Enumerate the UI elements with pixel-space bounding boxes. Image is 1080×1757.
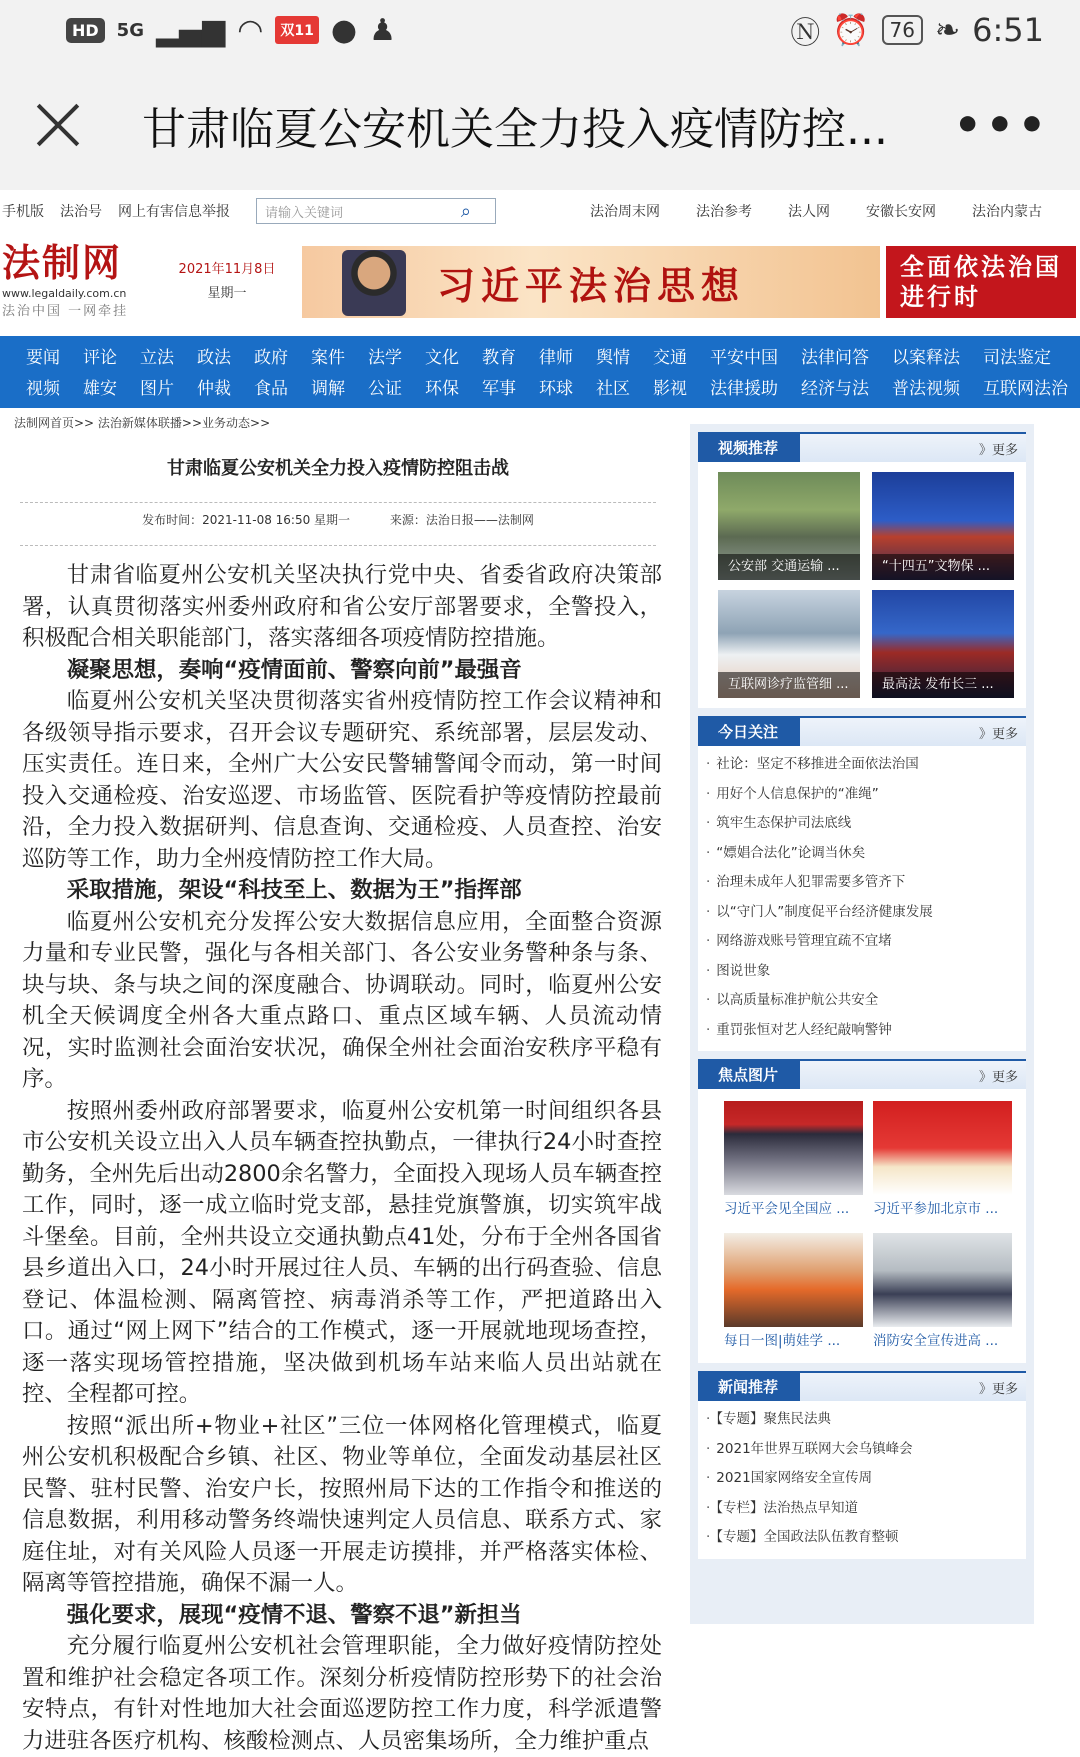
nav-item[interactable]: 仲裁 — [197, 379, 231, 399]
section-heading: 采取措施，架设“科技至上、数据为王”指挥部 — [66, 877, 522, 903]
nav-item[interactable]: 图片 — [140, 379, 174, 399]
breadcrumb[interactable]: 法制网首页>> 法治新媒体联播>>业务动态>> — [14, 416, 271, 430]
sidebar — [690, 424, 1034, 1624]
partner-link[interactable]: 法治参考 — [696, 204, 752, 220]
photo-item[interactable]: 习近平会见全国应 ... — [724, 1101, 863, 1223]
nav-item[interactable]: 经济与法 — [801, 379, 869, 399]
nav-item[interactable]: 政府 — [254, 348, 288, 368]
paragraph: 临夏州公安机充分发挥公安大数据信息应用，全面整合资源力量和专业民警，强化与各相关部门、各公安业务警种条与条、块与块、条与块之间的深度融合、协调联动。同时，临夏州公安机全天候调度全州各大重点路口、重点区域车辆、人员流动情况，实时监测社会面治安状况，确保全州社会面治安秩序平稳有序。 — [22, 908, 662, 1092]
paragraph: 临夏州公安机关坚决贯彻落实省州疫情防控工作会议精神和各级领导指示要求，召开会议专题研究、系统部署，层层发动、压实责任。连日来，全州广大公安民警辅警闻令而动，第一时间投入交通检疫、治安巡逻、市场监管、医院看护等疫情防控最前沿，全力投入数据研判、信息查询、交通检疫、人员查控、治安巡防等工作，助力全州疫情防控工作大局。 — [22, 688, 662, 872]
news-list — [698, 1401, 1026, 1559]
site-logo[interactable]: 法制网 www.legaldaily.com.cn 法治中国 一网牵挂 — [2, 240, 129, 319]
list-item[interactable]: · 2021国家网络安全宣传周 — [706, 1464, 1026, 1494]
nav-item[interactable]: 法律问答 — [801, 348, 869, 368]
nav-item[interactable]: 视频 — [26, 379, 60, 399]
partner-link[interactable]: 法治内蒙古 — [972, 204, 1042, 220]
list-item[interactable]: · 以高质量标准护航公共安全 — [706, 986, 1026, 1016]
search-icon[interactable]: ⌕ — [460, 200, 471, 222]
nav-item[interactable]: 法学 — [368, 348, 402, 368]
nav-item[interactable]: 公证 — [368, 379, 402, 399]
shop-app-icon: 双11 — [275, 16, 318, 44]
search-placeholder: 请输入关键词 — [265, 205, 344, 221]
list-item[interactable]: · 【专栏】法治热点早知道 — [706, 1494, 1026, 1524]
nav-item[interactable]: 平安中国 — [710, 348, 778, 368]
status-bar — [0, 0, 1080, 60]
fazhihao-link[interactable]: 法治号 — [60, 204, 102, 220]
video-thumb[interactable]: “十四五”文物保 ... — [872, 472, 1014, 580]
list-item[interactable]: · 【专题】聚焦民法典 — [706, 1405, 1026, 1435]
article-title: 甘肃临夏公安机关全力投入疫情防控阻击战 — [167, 458, 509, 479]
main-nav — [0, 336, 1080, 408]
box-title: 焦点图片 — [698, 1061, 800, 1089]
mobile-link[interactable]: 手机版 — [2, 204, 44, 220]
article-body — [0, 546, 676, 1757]
list-item[interactable]: · 筑牢生态保护司法底线 — [706, 809, 1026, 839]
qq-icon: ♟ — [369, 12, 396, 48]
photo-item[interactable]: 每日一图|萌娃学 ... — [724, 1233, 863, 1355]
nav-item[interactable]: 食品 — [254, 379, 288, 399]
nav-item[interactable]: 交通 — [653, 348, 687, 368]
nav-item[interactable]: 教育 — [482, 348, 516, 368]
video-thumb[interactable]: 最高法 发布长三 ... — [872, 590, 1014, 698]
video-thumb[interactable]: 公安部 交通运输 ... — [718, 472, 860, 580]
photo-image — [724, 1101, 863, 1195]
nav-row — [26, 371, 1080, 402]
nav-item[interactable]: 以案释法 — [892, 348, 960, 368]
article-source: 来源：法治日报——法制网 — [389, 513, 534, 527]
photo-image — [873, 1233, 1012, 1327]
clock: 6:51 — [972, 11, 1044, 49]
list-item[interactable]: · “嫖娼合法化”论调当休矣 — [706, 839, 1026, 869]
nav-item[interactable]: 舆情 — [596, 348, 630, 368]
nav-item[interactable]: 律师 — [539, 348, 573, 368]
search-input[interactable] — [256, 198, 496, 224]
nav-item[interactable]: 案件 — [311, 348, 345, 368]
paragraph: 甘肃省临夏州公安机关坚决执行党中央、省委省政府决策部署，认真贯彻落实州委州政府和省公安厅部署要求，全警投入，积极配合相关职能部门，落实落细各项疫情防控措施。 — [22, 562, 662, 651]
list-item[interactable]: · 【专题】全国政法队伍教育整顿 — [706, 1523, 1026, 1553]
section-heading: 强化要求，展现“疫情不退、警察不退”新担当 — [66, 1601, 522, 1628]
nav-item[interactable]: 社区 — [596, 379, 630, 399]
paragraph: 充分履行临夏州公安机社会管理职能，全力做好疫情防控处置和维护社会稳定各项工作。深刻分析疫情防控形势下的社会治安特点，有针对性地加大社会面巡逻防控工作力度，科学派遣警力进驻各医疗机构、核酸检测点、人员密集场所，全力维护重点 — [22, 1633, 662, 1754]
page-title: 甘肃临夏公安机关全力投入疫情防控... — [142, 104, 888, 155]
nav-item[interactable]: 要闻 — [26, 348, 60, 368]
nav-item[interactable]: 普法视频 — [892, 379, 960, 399]
close-icon[interactable] — [34, 101, 82, 149]
list-item[interactable]: · 重罚张恒对艺人经纪敲响警钟 — [706, 1016, 1026, 1046]
list-item[interactable]: · 社论：坚定不移推进全面依法治国 — [706, 750, 1026, 780]
box-title: 新闻推荐 — [698, 1373, 800, 1401]
photo-item[interactable]: 消防安全宣传进高 ... — [873, 1233, 1012, 1355]
box-title: 视频推荐 — [698, 434, 800, 462]
nav-item[interactable]: 法律援助 — [710, 379, 778, 399]
news-list — [698, 746, 1026, 1051]
nav-item[interactable]: 评论 — [83, 348, 117, 368]
pics-box — [698, 1059, 1026, 1363]
nav-item[interactable]: 影视 — [653, 379, 687, 399]
nav-item[interactable]: 环球 — [539, 379, 573, 399]
leaf-icon: ❧ — [935, 12, 961, 48]
article — [0, 412, 676, 1757]
publish-time: 发布时间：2021-11-08 16:50 星期一 — [142, 513, 351, 527]
portrait-image — [342, 250, 406, 316]
list-item[interactable]: · 用好个人信息保护的“准绳” — [706, 780, 1026, 810]
nav-item[interactable]: 雄安 — [83, 379, 117, 399]
hd-icon: HD — [66, 18, 105, 43]
list-item[interactable]: · 2021年世界互联网大会乌镇峰会 — [706, 1435, 1026, 1465]
more-link[interactable]: 》更多 — [978, 726, 1018, 742]
app-title-bar — [0, 60, 1080, 190]
section-heading: 凝聚思想，奏响“疫情面前、警察向前”最强音 — [66, 656, 522, 683]
article-meta — [0, 503, 676, 537]
nav-row — [26, 340, 1080, 371]
chat-icon: ● — [330, 12, 358, 48]
top-links — [0, 194, 1080, 228]
partner-link[interactable]: 安徽长安网 — [866, 204, 936, 220]
list-item[interactable]: · 以“守门人”制度促平台经济健康发展 — [706, 898, 1026, 928]
nav-item[interactable]: 军事 — [482, 379, 516, 399]
nfc-icon: Ⓝ — [790, 16, 821, 51]
signal-icon: ▂▄▆ — [155, 12, 226, 48]
network-label: 5G — [116, 19, 144, 41]
list-item[interactable]: · 图说世象 — [706, 957, 1026, 987]
nav-item[interactable]: 立法 — [140, 348, 174, 368]
wifi-icon: ◠ — [237, 12, 264, 48]
battery-icon: 76 — [882, 15, 923, 45]
nav-item[interactable]: 政法 — [197, 348, 231, 368]
paragraph: 按照“派出所+物业+社区”三位一体网格化管理模式，临夏州公安机积极配合乡镇、社区、物业等单位，全面发动基层社区民警、驻村民警、治安户长，按照州局下达的工作指令和推送的信息数据，利用移动警务终端快速判定人员信息、联系方式、家庭住址，对有关风险人员逐一开展走访摸排，并严格落实体检、隔离等管控措施，确保不漏一人。 — [22, 1412, 662, 1596]
list-item[interactable]: · 网络游戏账号管理宜疏不宜堵 — [706, 927, 1026, 957]
paragraph: 按照州委州政府部署要求，临夏州公安机第一时间组织各县市公安机关设立出入人员车辆查控执勤点，一律执行24小时查控勤务，全州先后出动2800余名警力，全面投入现场人员车辆查控工作，同时，逐一成立临时党支部，悬挂党旗警旗，切实筑牢战斗堡垒。目前，全州共设立交通执勤点41处，分布于全州各国省县乡道出入口，24小时开展过往人员、车辆的出行码查验、信息登记、体温检测、隔离管控、病毒消杀等工作，严把道路出入口。通过“网上网下”结合的工作模式，逐一开展就地现场查控，逐一落实现场管控措施，坚决做到机场车站来临人员出站就在控、全程都可控。 — [22, 1097, 662, 1407]
video-box — [698, 432, 1026, 708]
partner-link[interactable]: 法治周末网 — [590, 204, 660, 220]
alarm-icon: ⏰ — [832, 12, 870, 48]
more-link[interactable]: 》更多 — [978, 1381, 1018, 1397]
nav-item[interactable]: 司法鉴定 — [983, 348, 1051, 368]
nav-item[interactable]: 文化 — [425, 348, 459, 368]
list-item[interactable]: · 治理未成年人犯罪需要多管齐下 — [706, 868, 1026, 898]
banner-xi-law-thought[interactable]: 习近平法治思想 — [302, 246, 880, 318]
banner-rule-of-law[interactable]: 全面依法治国进行时 — [886, 246, 1076, 318]
nav-item[interactable]: 环保 — [425, 379, 459, 399]
today-box — [698, 716, 1026, 1051]
masthead — [0, 228, 1080, 336]
partner-link[interactable]: 法人网 — [788, 204, 830, 220]
more-link[interactable]: 》更多 — [978, 1069, 1018, 1085]
box-title: 今日关注 — [698, 718, 800, 746]
date-display: 2021年11月8日 星期一 — [178, 262, 276, 301]
photo-image — [873, 1101, 1012, 1195]
nav-item[interactable]: 调解 — [311, 379, 345, 399]
photo-image — [724, 1233, 863, 1327]
video-thumb[interactable]: 互联网诊疗监管细 ... — [718, 590, 860, 698]
photo-item[interactable]: 习近平参加北京市 ... — [873, 1101, 1012, 1223]
recommend-box — [698, 1371, 1026, 1559]
nav-item[interactable]: 互联网法治 — [983, 379, 1068, 399]
report-link[interactable]: 网上有害信息举报 — [118, 204, 230, 220]
more-icon[interactable]: ••• — [953, 99, 1050, 151]
more-link[interactable]: 》更多 — [978, 442, 1018, 458]
